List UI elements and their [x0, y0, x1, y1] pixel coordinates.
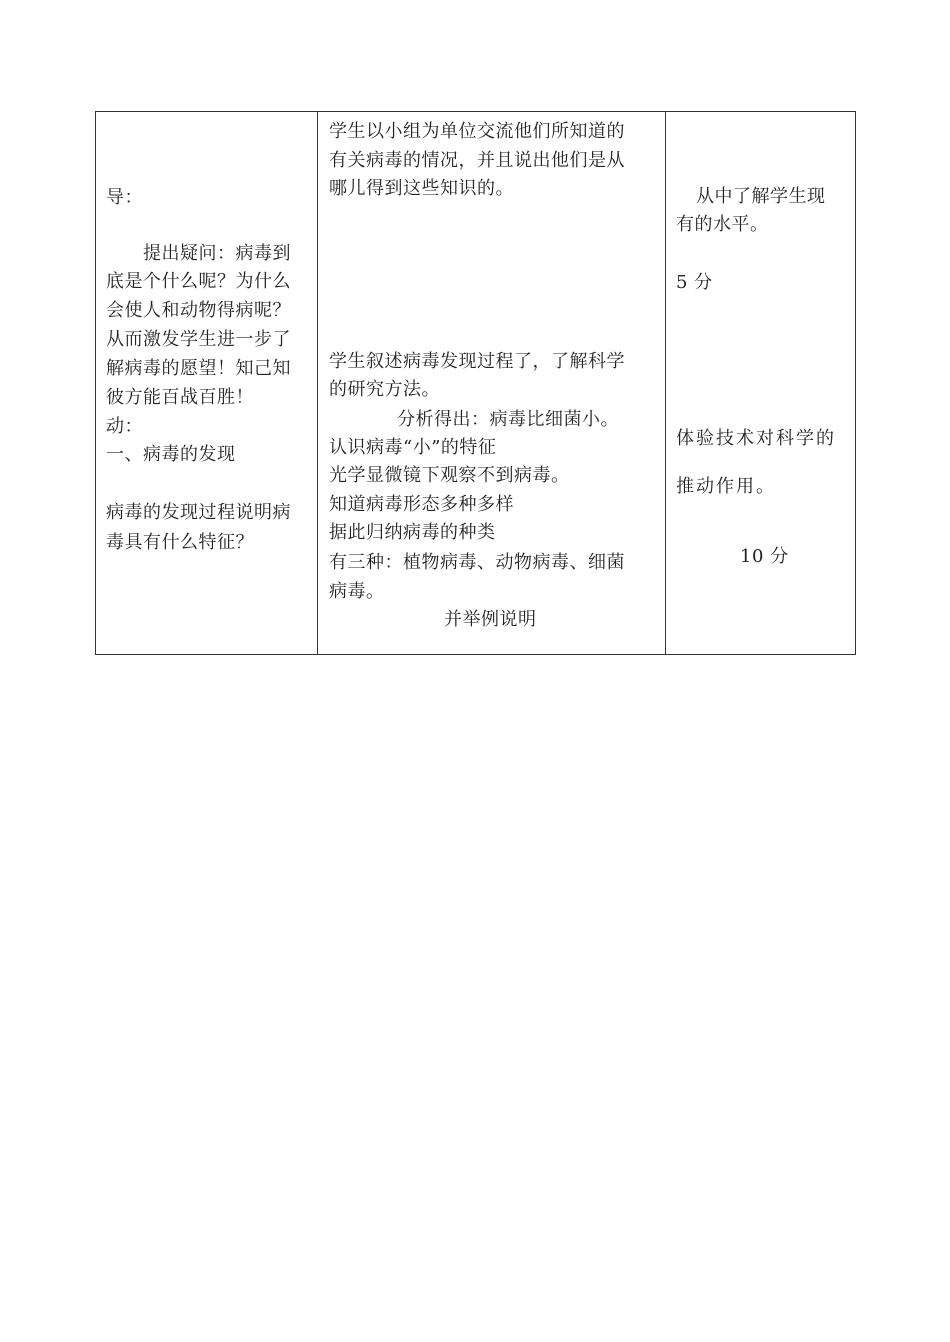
small-feature-line: 认识病毒“小”的特征 — [329, 437, 497, 458]
purpose-line: 从中了解学生现 — [696, 186, 826, 207]
microscope-line: 光学显微镜下观察不到病毒。 — [329, 465, 570, 486]
column-divider — [317, 112, 318, 654]
analysis-line: 分析得出：病毒比细菌小。 — [397, 409, 619, 430]
purpose-line: 有的水平。 — [676, 214, 769, 235]
question-line: 提出疑问：病毒到 — [143, 243, 291, 264]
exchange-line: 有关病毒的情况，并且说出他们是从 — [329, 150, 625, 171]
time-label: 10 分 — [740, 546, 789, 567]
feature-question-line: 毒具有什么特征？ — [106, 532, 254, 553]
lesson-table — [95, 111, 856, 655]
question-line: 解病毒的愿望！知己知 — [106, 358, 291, 379]
three-kinds-line: 有三种：植物病毒、动物病毒、细菌 — [329, 552, 625, 573]
tech-line: 体验技术对科学的 — [676, 428, 836, 449]
label-dao: 导： — [106, 187, 143, 208]
narrate-line: 的研究方法。 — [329, 379, 440, 400]
exchange-line: 哪儿得到这些知识的。 — [329, 178, 514, 199]
classify-line: 据此归纳病毒的种类 — [329, 522, 496, 543]
shapes-line: 知道病毒形态多种多样 — [329, 494, 514, 515]
feature-question-line: 病毒的发现过程说明病 — [106, 502, 291, 523]
question-line: 彼方能百战百胜！ — [106, 387, 254, 408]
question-line: 会使人和动物得病呢？ — [106, 300, 291, 321]
time-label: 5 分 — [676, 272, 713, 293]
question-line: 底是个什么呢？为什么 — [106, 271, 291, 292]
label-dong: 动： — [106, 416, 143, 437]
column-divider — [665, 112, 666, 654]
three-kinds-line: 病毒。 — [329, 581, 385, 602]
narrate-line: 学生叙述病毒发现过程了，了解科学 — [329, 351, 625, 372]
question-line: 从而激发学生进一步了 — [106, 329, 291, 350]
exchange-line: 学生以小组为单位交流他们所知道的 — [329, 121, 625, 142]
examples-line: 并举例说明 — [444, 609, 537, 630]
tech-line: 推动作用。 — [676, 476, 776, 497]
section-title: 一、病毒的发现 — [106, 444, 236, 465]
